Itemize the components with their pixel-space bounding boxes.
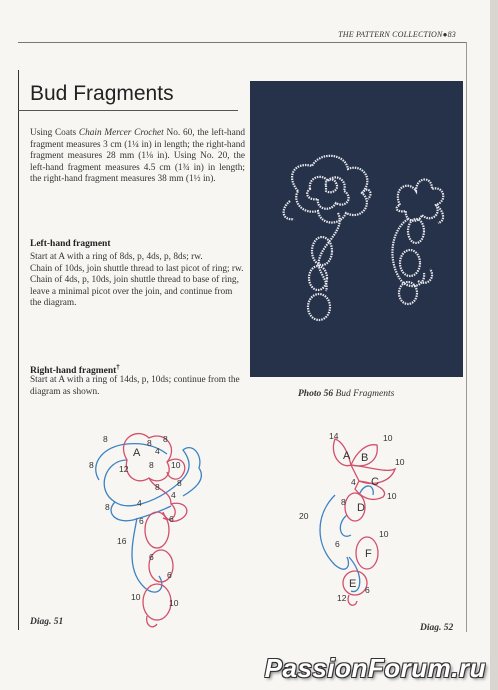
diagram-mark: 8 bbox=[105, 502, 110, 512]
diagram-mark: 8 bbox=[147, 438, 152, 448]
photo-caption: Photo 56 Bud Fragments bbox=[298, 389, 395, 399]
diagram-mark: 8 bbox=[177, 478, 182, 488]
page-edge-shadow bbox=[490, 0, 498, 690]
diagram-mark: 8 bbox=[341, 497, 346, 507]
diagram-mark: 14 bbox=[329, 431, 339, 441]
diagram-52 bbox=[295, 425, 425, 615]
diagram-mark: 10 bbox=[131, 592, 141, 602]
title-underline bbox=[18, 110, 238, 111]
intro-paragraph: Using Coats Chain Mercer Crochet No. 60, the left-hand fragment measures 3 cm (1¼ in) in length; the right-hand fragment measures 28 mm (1⅛ in). Using No. 20, the left-hand fragment measures 4.5 cm (1¾ in) in length; the right-hand fragment measures 38 mm (1½ in). bbox=[30, 128, 245, 185]
ring-label-e: E bbox=[349, 578, 357, 590]
ring-label-b: B bbox=[361, 452, 369, 464]
ring-label-c: C bbox=[371, 476, 379, 488]
instruction-line: Start at A with a ring of 14ds, p, 10ds; continue from the diagram as shown. bbox=[30, 375, 240, 397]
instruction-line: Chain of 4ds, p, 10ds, join shuttle thread to base of ring, leave a minimal picot over the join, and continue from the diagram. bbox=[30, 275, 239, 309]
left-fragment-instructions bbox=[30, 252, 245, 310]
diagram-mark: 12 bbox=[119, 464, 129, 474]
diagram-mark: 6 bbox=[169, 514, 174, 524]
page-title: Bud Fragments bbox=[30, 82, 174, 105]
diagram-mark: 10 bbox=[169, 598, 179, 608]
running-header: THE PATTERN COLLECTION●83 bbox=[338, 30, 456, 39]
instruction-line: Chain of 10ds, join shuttle thread to last picot of ring; rw. bbox=[30, 263, 244, 274]
diagram-mark: 20 bbox=[299, 511, 309, 521]
ring-label-f: F bbox=[365, 548, 372, 560]
diagram-mark: 10 bbox=[387, 491, 397, 501]
diagram-mark: 6 bbox=[167, 570, 172, 580]
diagram-mark: 8 bbox=[155, 482, 160, 492]
ring-label-a: A bbox=[343, 450, 351, 462]
diagram-mark: 16 bbox=[117, 536, 127, 546]
left-fragment-heading: Left-hand fragment bbox=[30, 239, 111, 249]
diagram-mark: 4 bbox=[137, 498, 142, 508]
diagram-mark: 10 bbox=[383, 433, 393, 443]
watermark-logo: PassionForum.ru bbox=[264, 653, 486, 683]
lace-fragments-image bbox=[250, 81, 463, 377]
diagram-mark: 8 bbox=[89, 460, 94, 470]
instruction-line: Start at A with a ring of 8ds, p, 4ds, p, 8ds; rw. bbox=[30, 252, 203, 262]
diagram-mark: 8 bbox=[149, 460, 154, 470]
diagram-mark: 4 bbox=[155, 446, 160, 456]
right-margin-rule bbox=[466, 42, 467, 632]
right-fragment-heading: Right-hand fragment† bbox=[30, 363, 120, 377]
diagram-mark: 8 bbox=[103, 434, 108, 444]
diagram-51 bbox=[75, 420, 275, 630]
right-fragment-instructions bbox=[30, 375, 245, 398]
diagram-mark: 10 bbox=[171, 460, 181, 470]
diagram-mark: 10 bbox=[379, 529, 389, 539]
ring-label-a: A bbox=[133, 447, 141, 459]
diagram-mark: 4 bbox=[351, 477, 356, 487]
diagram-mark: 6 bbox=[149, 552, 154, 562]
ring-label-d: D bbox=[357, 502, 365, 514]
diagram-mark: 12 bbox=[337, 593, 347, 603]
diagram-mark: 6 bbox=[139, 516, 144, 526]
diagram-51-label: Diag. 51 bbox=[30, 617, 64, 627]
diagram-mark: 4 bbox=[171, 490, 176, 500]
diagram-mark: 8 bbox=[163, 434, 168, 444]
header-rule bbox=[18, 42, 466, 43]
diagram-52-label: Diag. 52 bbox=[420, 623, 454, 633]
diagram-mark: 10 bbox=[395, 457, 405, 467]
lace-photo bbox=[250, 81, 463, 377]
diagram-mark: 6 bbox=[365, 585, 370, 595]
margin-rule bbox=[18, 70, 19, 630]
diagram-mark: 6 bbox=[335, 539, 340, 549]
